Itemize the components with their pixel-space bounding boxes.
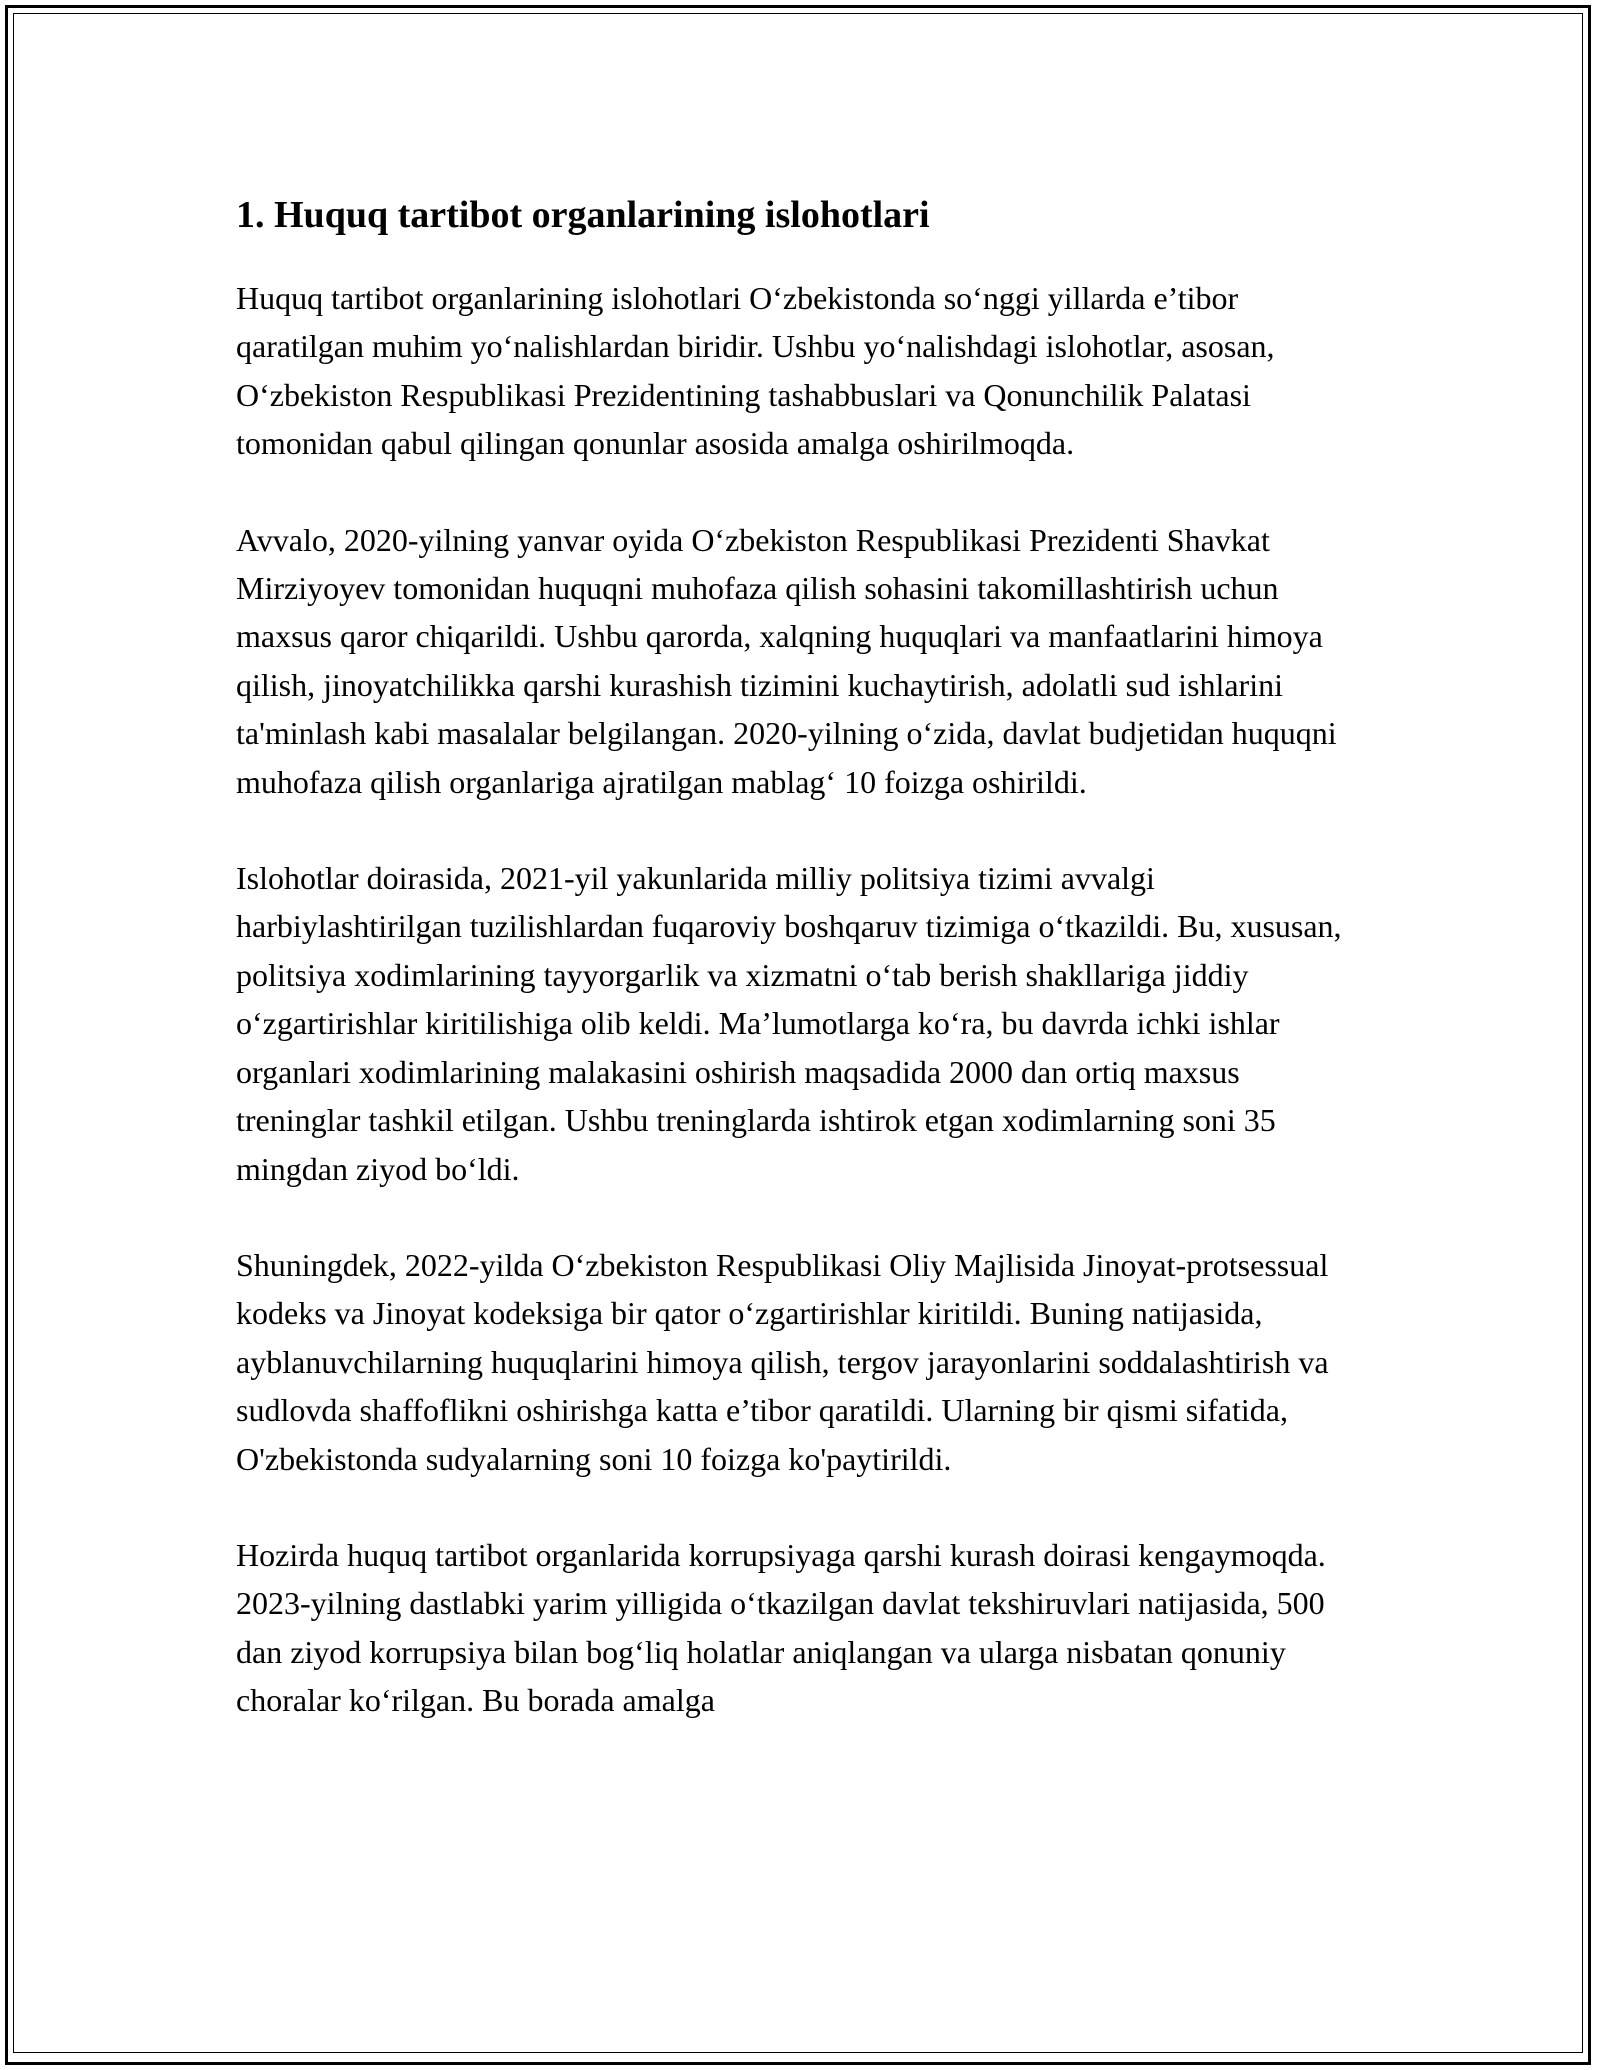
document-body	[236, 186, 1366, 1773]
paragraph-2: Avvalo, 2020-yilning yanvar oyida O‘zbekiston Respublikasi Prezidenti Shavkat Mirziyoyev tomonidan huquqni muhofaza qilish sohasini takomillashtirish uchun maxsus qaror chiqarildi. Ushbu qarorda, xalqning huquqlari va manfaatlarini himoya qilish, jinoyatchilikka qarshi kurashish tizimini kuchaytirish, adolatli sud ishlarini ta'minlash kabi masalalar belgilangan. 2020-yilning o‘zida, davlat budjetidan huquqni muhofaza qilish organlariga ajratilgan mablag‘ 10 foizga oshirildi.	[236, 521, 1337, 800]
paragraph-1: Huquq tartibot organlarining islohotlari O‘zbekistonda so‘nggi yillarda e’tibor qaratilgan muhim yo‘nalishlardan biridir. Ushbu yo‘nalishdagi islohotlar, asosan, O‘zbekiston Respublikasi Prezidentining tashabbuslari va Qonunchilik Palatasi tomonidan qabul qilingan qonunlar asosida amalga oshirilmoqda.	[236, 280, 1275, 462]
section-heading: 1. Huquq tartibot organlarining islohotlari	[236, 194, 930, 236]
paragraph-4: Shuningdek, 2022-yilda O‘zbekiston Respublikasi Oliy Majlisida Jinoyat-protsessual kodeks va Jinoyat kodeksiga bir qator o‘zgartirishlar kiritildi. Buning natijasida, ayblanuvchilarning huquqlarini himoya qilish, tergov jarayonlarini soddalashtirish va sudlovda shaffoflikni oshirishga katta e’tibor qaratildi. Ularning bir qismi sifatida, O'zbekistonda sudyalarning soni 10 foizga ko'paytirildi.	[236, 1246, 1329, 1477]
paragraph-5: Hozirda huquq tartibot organlarida korrupsiyaga qarshi kurash doirasi kengaymoqda. 2023-yilning dastlabki yarim yilligida o‘tkazilgan davlat tekshiruvlari natijasida, 500 dan ziyod korrupsiya bilan bog‘liq holatlar aniqlangan va ularga nisbatan qonuniy choralar ko‘rilgan. Bu borada amalga	[236, 1536, 1326, 1719]
paragraph-3: Islohotlar doirasida, 2021-yil yakunlarida milliy politsiya tizimi avvalgi harbiylashtirilgan tuzilishlardan fuqaroviy boshqaruv tizimiga o‘tkazildi. Bu, xususan, politsiya xodimlarining tayyorgarlik va xizmatni o‘tab berish shakllariga jiddiy o‘zgartirishlar kiritilishiga olib keldi. Ma’lumotlarga ko‘ra, bu davrda ichki ishlar organlari xodimlarining malakasini oshirish maqsadida 2000 dan ortiq maxsus treninglar tashkil etilgan. Ushbu treninglarda ishtirok etgan xodimlarning soni 35 mingdan ziyod bo‘ldi.	[236, 860, 1342, 1187]
